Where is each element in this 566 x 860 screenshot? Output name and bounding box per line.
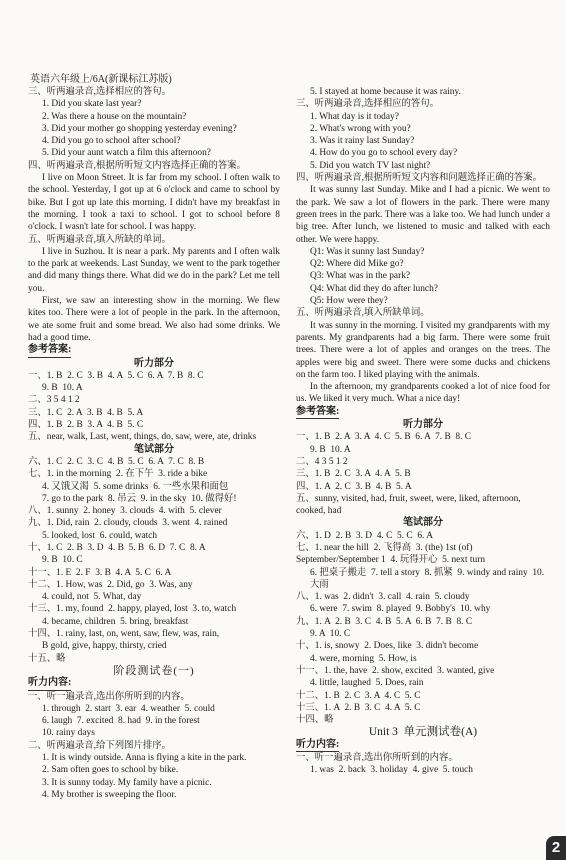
- right-column-line: Q4: What did they do after lunch?: [310, 283, 438, 294]
- left-column-line: 十二、1. How, was 2. Did, go 3. Was, any: [28, 579, 193, 590]
- left-column-line: 5. Did your aunt watch a film this afternoon?: [42, 148, 211, 159]
- right-column-line: 6. were 7. swim 8. played 9. Bobby's 10. why: [310, 604, 491, 615]
- left-column-line: 十五、略: [28, 653, 66, 664]
- right-column-line: In the afternoon, my grandparents cooked a lot of nice food for us. We liked it very much. What a nice day!: [296, 382, 553, 405]
- right-column-line: 9. A 10. C: [310, 629, 351, 640]
- left-column-line: 1. Did you skate last year?: [42, 99, 142, 110]
- right-column-line: Unit 3 单元测试卷(A): [368, 726, 478, 739]
- left-column-line: 十四、1. rainy, last, on, went, saw, flew, was, rain,: [28, 629, 220, 640]
- left-column-line: 3. Did your mother go shopping yesterday evening?: [42, 123, 237, 134]
- right-column-line: 十二、1. B 2. C 3. A 4. C 5. C: [296, 690, 421, 701]
- left-column-line: 一、听一遍录音,选出你所听到的内容。: [28, 691, 190, 702]
- page-number: 2: [546, 836, 566, 860]
- left-column: [28, 86, 283, 801]
- left-column-line: 4. became, children 5. bring, breakfast: [42, 616, 189, 627]
- left-column-line: 2. Sam often goes to school by bike.: [42, 765, 179, 776]
- left-column-line: 7. go to the park 8. 吊云 9. in the sky 10. 做得好!: [42, 493, 237, 504]
- left-column-line: 十一、1. E 2. F 3. B 4. A 5. C 6. A: [28, 567, 172, 578]
- right-column-line: 4. How do you go to school every day?: [310, 148, 458, 159]
- right-column-line: It was sunny in the morning. I visited my grandparents with my parents. My grandparents had a big farm. There were some fruit trees. There were a lot of apples and oranges on the trees. The apples were big and sweet. There were some ducks and chickens on the farm too. I liked playing with the animals.: [296, 320, 553, 380]
- left-column-line: 笔试部分: [134, 443, 174, 455]
- right-column-line: 4. little, laughed 5. Does, rain: [310, 678, 424, 689]
- right-column-line: 9. B 10. A: [310, 444, 351, 455]
- left-column-line: 1. It is windy outside. Anna is flying a kite in the park.: [42, 753, 247, 764]
- right-column-line: 四、1. A 2. C 3. B 4. B 5. A: [296, 481, 412, 492]
- right-column-line: 十三、1. A 2. B 3. C 4. A 5. C: [296, 702, 421, 713]
- section-label-wrap: [296, 406, 550, 419]
- left-column-line: 4. could, not 5. What, day: [42, 592, 142, 603]
- right-column-line: 参考答案:: [296, 406, 339, 419]
- left-column-line: 八、1. sunny 2. honey 3. clouds 4. with 5. clever: [28, 506, 222, 517]
- left-column-line: 阶段测试卷(一): [113, 664, 195, 677]
- right-column-line: Q3: What was in the park?: [310, 271, 411, 282]
- section-label-wrap: [296, 739, 550, 752]
- left-column-line: 参考答案:: [28, 344, 71, 357]
- right-column-line: 1. What day is it today?: [310, 111, 399, 122]
- right-column-line: 八、1. was 2. didn't 3. call 4. rain 5. cloudy: [296, 592, 470, 603]
- right-column-line: 6. 把桌子搬走 7. tell a story 8. 抓紧 9. windy and rainy 10. 大雨: [310, 567, 547, 590]
- left-column-line: 6. laugh 7. excited 8. had 9. in the forest: [42, 716, 200, 727]
- left-column-line: 六、1. C 2. C 3. C 4. B 5. C 6. A 7. C 8. B: [28, 456, 205, 467]
- left-column-line: 1. through 2. start 3. ear 4. weather 5. could: [42, 703, 215, 714]
- left-column-line: 一、1. B 2. C 3. B 4. A 5. C 6. A 7. B 8. C: [28, 370, 204, 381]
- right-column-line: 5. I stayed at home because it was rainy.: [310, 87, 461, 97]
- right-column-line: 十一、1. the, have 2. show, excited 3. wanted, give: [296, 665, 495, 676]
- right-column-line: 九、1. A 2. B 3. C 4. B 5. A 6. B 7. B 8. C: [296, 616, 473, 627]
- left-column-line: 二、听两遍录音,给下列图片排序。: [28, 740, 171, 751]
- right-column-line: 二、4 3 5 1 2: [296, 456, 348, 467]
- left-column-line: 听力部分: [134, 357, 174, 369]
- right-column-line: 七、1. near the hill 2. 飞得高 3. (the) 1st (of) September/September 1 4. 玩得开心 5. next turn: [296, 542, 486, 566]
- left-column-line: 4. 又饿又渴 5. some drinks 6. 一些水果和面包: [42, 481, 229, 492]
- left-column-line: First, we saw an interesting show in the morning. We flew kites too. There were a lot of people in the park. In the afternoon, we ate some fruit and some bread. We also had some drinks. We had a good time.: [28, 296, 283, 343]
- page-header: 英语六年级上/6A(新课标江苏版): [30, 74, 172, 85]
- left-column-line: 5. looked, lost 6. could, watch: [42, 530, 158, 541]
- right-column-line: 听力内容:: [296, 739, 339, 752]
- right-column: [296, 86, 553, 777]
- right-column-line: 五、sunny, visited, had, fruit, sweet, were, liked, afternoon, cooked, had: [296, 493, 523, 517]
- left-column-line: 七、1. in the morning 2. 在下午 3. ride a bike: [28, 469, 208, 480]
- left-column-line: 四、1. B 2. B 3. A 4. B 5. C: [28, 420, 144, 431]
- section-label-wrap: [28, 677, 280, 690]
- right-column-line: 十、1. is, snowy 2. Does, like 3. didn't become: [296, 641, 479, 652]
- right-column-line: 三、听两遍录音,选择相应的答句。: [296, 99, 439, 110]
- left-column-line: I live in Suzhou. It is near a park. My parents and I often walk to the park at weekends. Last Sunday, we went to the park together and did many things there. What did we do in the park? Let me tell you.: [28, 246, 283, 294]
- left-column-line: 三、听两遍录音,选择相应的答句。: [28, 87, 171, 97]
- left-column-line: 九、1. Did, rain 2. cloudy, clouds 3. went 4. rained: [28, 518, 228, 529]
- left-column-line: 听力内容:: [28, 677, 71, 690]
- left-column-line: 4. My brother is sweeping the floor.: [42, 789, 177, 800]
- left-column-line: 4. Did you go to school after school?: [42, 136, 181, 147]
- right-column-line: 1. was 2. back 3. holiday 4. give 5. touch: [310, 765, 473, 776]
- right-column-line: 笔试部分: [403, 517, 443, 529]
- right-column-line: Q1: Was it sunny last Sunday?: [310, 246, 425, 257]
- right-column-line: 十四、略: [296, 715, 334, 726]
- right-column-line: 三、1. B 2. C 3. A 4. A 5. B: [296, 469, 411, 480]
- right-column-line: It was sunny last Sunday. Mike and I had a picnic. We went to the park. We saw a lot of flowers in the park. There were many green trees in the park. There was a lake too. We had lunch under a big tree. After lunch, we listened to music and talked with each other. We were happy.: [296, 185, 553, 245]
- left-column-line: I live on Moon Street. It is far from my school. I often walk to the school. Yesterday, I got up at 6 o'clock and came to school by bike. But I got up late this morning. I didn't have my breakfast in the morning. I took a taxi to school. I got to school before 8 o'clock. I wasn't late for school. I was happy.: [28, 173, 283, 233]
- right-column-line: 六、1. D 2. B 3. D 4. C 5. C 6. A: [296, 530, 433, 541]
- left-column-line: 二、3 5 4 1 2: [28, 395, 80, 406]
- right-column-line: 2. What's wrong with you?: [310, 123, 411, 134]
- left-column-line: 9. B 10. C: [42, 555, 83, 566]
- left-column-line: 三、1. C 2. A 3. B 4. B 5. A: [28, 407, 144, 418]
- left-column-line: 2. Was there a house on the mountain?: [42, 111, 187, 122]
- right-column-line: 一、听一遍录音,选出你所听到的内容。: [296, 753, 458, 764]
- right-column-line: Q5: How were they?: [310, 296, 388, 307]
- right-column-line: 四、听两遍录音,根据所听短文内容和问题选择正确的答案。: [296, 173, 543, 184]
- right-column-line: 3. Was it rainy last Sunday?: [310, 136, 415, 147]
- left-column-line: 五、听两遍录音,填入所缺的单词。: [28, 234, 171, 245]
- right-column-line: 听力部分: [403, 419, 443, 431]
- left-column-line: 十三、1. my, found 2. happy, played, lost 3. to, watch: [28, 604, 237, 615]
- right-column-line: 4. were, morning 5. How, is: [310, 653, 417, 664]
- right-column-line: 一、1. B 2. A 3. A 4. C 5. B 6. A 7. B 8. C: [296, 432, 472, 443]
- section-label-wrap: [28, 344, 280, 357]
- right-column-line: Q2: Where did Mike go?: [310, 259, 404, 270]
- left-column-line: 五、near, walk, Last, went, things, do, saw, were, ate, drinks: [28, 432, 257, 443]
- left-column-line: 10. rainy days: [42, 728, 95, 739]
- left-column-line: B gold, give, happy, thirsty, cried: [42, 641, 167, 652]
- left-column-line: 四、听两遍录音,根据所听短文内容选择正确的答案。: [28, 160, 246, 171]
- right-column-line: 五、听两遍录音,填入所缺单词。: [296, 308, 430, 319]
- left-column-line: 3. It is sunny today. My family have a picnic.: [42, 777, 212, 788]
- right-column-line: 5. Did you watch TV last night?: [310, 160, 431, 171]
- left-column-line: 十、1. C 2. B 3. D 4. B 5. B 6. D 7. C 8. A: [28, 542, 206, 553]
- left-column-line: 9. B 10. A: [42, 383, 83, 394]
